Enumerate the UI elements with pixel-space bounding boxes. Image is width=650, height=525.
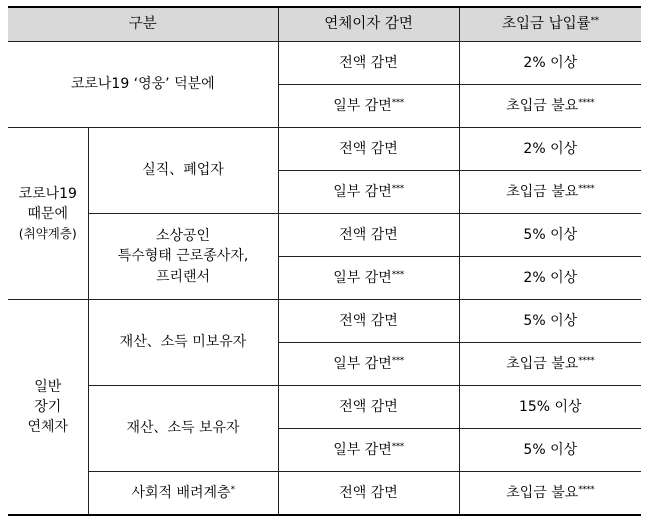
relief-cell: 전액 감면 xyxy=(278,300,459,343)
rate-cell: 15% 이상 xyxy=(459,386,641,429)
relief-cell: 일부 감면*** xyxy=(278,343,459,386)
rate-cell: 2% 이상 xyxy=(459,42,641,85)
has-assets-label: 재산、소득 보유자 xyxy=(88,386,278,472)
rate-cell: 초입금 불요**** xyxy=(459,85,641,128)
relief-cell: 전액 감면 xyxy=(278,128,459,171)
rate-cell: 초입금 불요**** xyxy=(459,343,641,386)
relief-cell: 일부 감면*** xyxy=(278,429,459,472)
header-initial-payment: 초입금 납입률** xyxy=(459,7,641,42)
header-row xyxy=(8,7,641,42)
social-care-label: 사회적 배려계층* xyxy=(88,472,278,516)
relief-cell: 전액 감면 xyxy=(278,42,459,85)
hero-label: 코로나19 ‘영웅’ 덕분에 xyxy=(8,42,278,128)
header-category: 구분 xyxy=(8,7,278,42)
unemployed-label: 실직、폐업자 xyxy=(88,128,278,214)
table-row xyxy=(8,472,641,516)
rate-cell: 2% 이상 xyxy=(459,257,641,300)
general-group-label: 일반 장기 연체자 xyxy=(8,300,88,516)
rate-cell: 초입금 불요**** xyxy=(459,472,641,516)
header-overdue-interest: 연체이자 감면 xyxy=(278,7,459,42)
relief-cell: 전액 감면 xyxy=(278,214,459,257)
table-row xyxy=(8,42,641,85)
relief-cell: 전액 감면 xyxy=(278,472,459,516)
table-row xyxy=(8,214,641,257)
rate-cell: 5% 이상 xyxy=(459,429,641,472)
rate-cell: 5% 이상 xyxy=(459,214,641,257)
relief-cell: 일부 감면*** xyxy=(278,171,459,214)
table-row xyxy=(8,300,641,343)
no-assets-label: 재산、소득 미보유자 xyxy=(88,300,278,386)
relief-cell: 일부 감면*** xyxy=(278,85,459,128)
covid-group-label: 코로나19 때문에 (취약계층) xyxy=(8,128,88,300)
relief-cell: 전액 감면 xyxy=(278,386,459,429)
rate-cell: 2% 이상 xyxy=(459,128,641,171)
rate-cell: 초입금 불요**** xyxy=(459,171,641,214)
small-biz-label: 소상공인 특수형태 근로종사자, 프리랜서 xyxy=(88,214,278,300)
debt-relief-table xyxy=(8,6,641,516)
rate-cell: 5% 이상 xyxy=(459,300,641,343)
relief-cell: 일부 감면*** xyxy=(278,257,459,300)
table-row xyxy=(8,386,641,429)
table-row xyxy=(8,128,641,171)
